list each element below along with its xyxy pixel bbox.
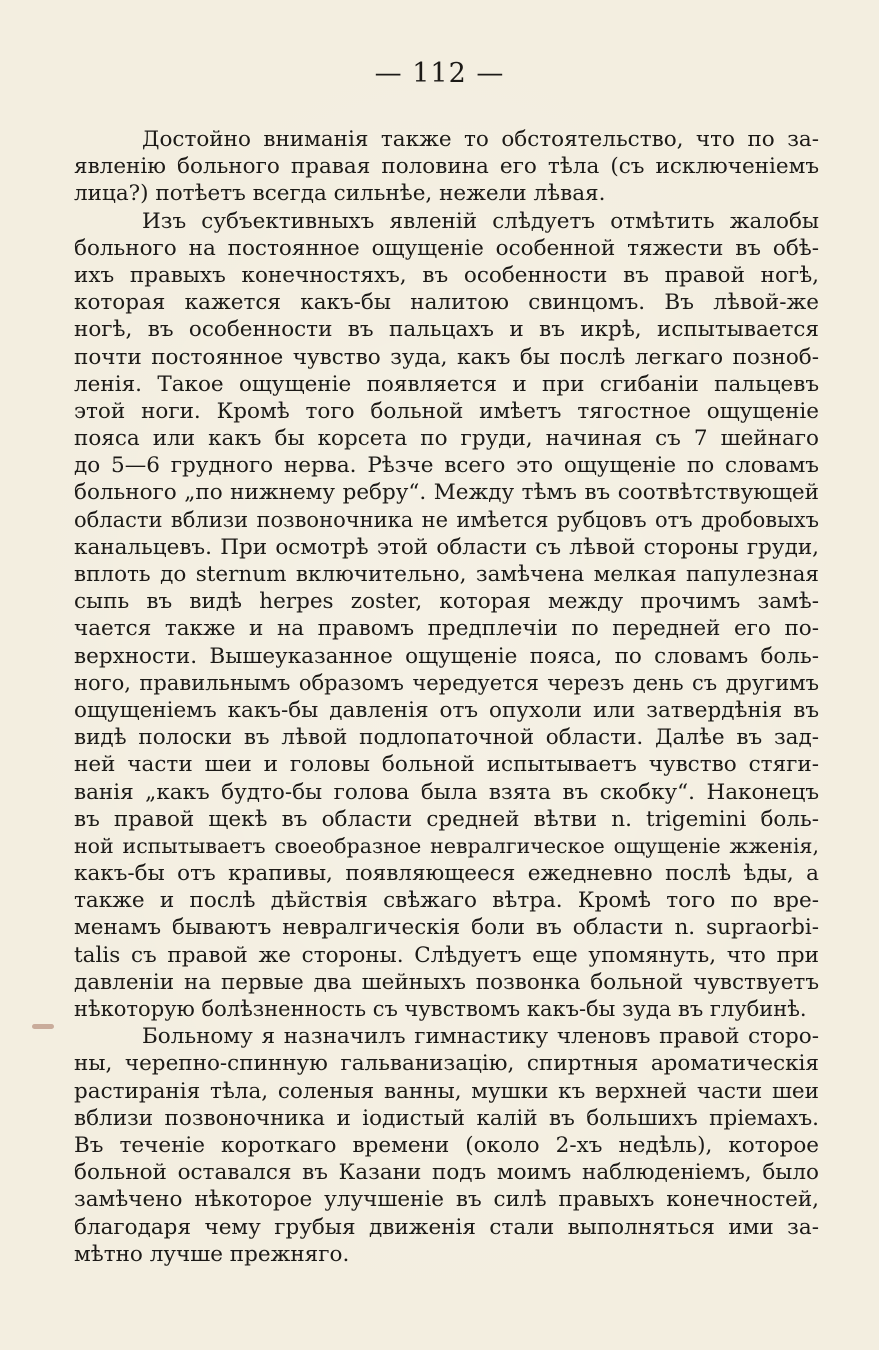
text-line: этой ноги. Кромѣ того больной имѣетъ тягостное ощущеніе xyxy=(74,398,819,424)
text-line: Въ теченіе короткаго времени (около 2-хъ недѣль), которое xyxy=(74,1132,819,1158)
text-line: которая кажется какъ-бы налитою свинцомъ. Въ лѣвой-же xyxy=(74,290,819,316)
text-line: менамъ бываютъ невралгическія боли въ области n. supraorbi- xyxy=(74,915,819,941)
text-line: ощущеніемъ какъ-бы давленія отъ опухоли или затвердѣнія въ xyxy=(74,697,819,723)
text-line: вплоть до sternum включительно, замѣчена мелкая папулезная xyxy=(74,562,819,587)
text-line: ногѣ, въ особенности въ пальцахъ и въ икрѣ, испытывается xyxy=(74,317,819,343)
text-line: давленіи на первые два шейныхъ позвонка больной чувствуетъ xyxy=(74,969,819,995)
text-line: явленію больного правая половина его тѣла (съ исключеніемъ xyxy=(74,154,819,180)
text-line: лица?) потѣетъ всегда сильнѣе, нежели лѣвая. xyxy=(74,181,606,207)
text-line: вблизи позвоночника и іодистый калій въ большихъ пріемахъ. xyxy=(74,1105,819,1131)
text-line: Изъ субъективныхъ явленій слѣдуетъ отмѣтить жалобы xyxy=(142,208,819,234)
text-line: talis съ правой же стороны. Слѣдуетъ еще упомянуть, что при xyxy=(74,942,819,968)
text-line: благодаря чему грубыя движенія стали выполняться ими за- xyxy=(74,1214,819,1240)
page-number: — 112 — xyxy=(374,58,505,89)
text-line: верхности. Вышеуказанное ощущеніе пояса, по словамъ боль- xyxy=(74,643,819,669)
text-line: до 5—6 грудного нерва. Рѣзче всего это ощущеніе по словамъ xyxy=(74,453,819,479)
text-line: замѣчено нѣкоторое улучшеніе въ силѣ правыхъ конечностей, xyxy=(74,1187,819,1213)
text-line: ны, черепно-спинную гальванизацію, спиртныя ароматическія xyxy=(74,1051,819,1077)
text-line: ной испытываетъ своеобразное невралгическое ощущеніе жженія, xyxy=(74,833,819,858)
text-line: нѣкоторую болѣзненность съ чувствомъ какъ-бы зуда въ глубинѣ. xyxy=(74,997,807,1021)
text-line: области вблизи позвоночника не имѣется рубцовъ отъ дробовыхъ xyxy=(74,507,819,532)
text-line: ного, правильнымъ образомъ чередуется черезъ день съ другимъ xyxy=(74,670,819,695)
text-line: какъ-бы отъ крапивы, появляющееся ежедневно послѣ ѣды, а xyxy=(74,861,819,887)
text-line: въ правой щекѣ въ области средней вѣтви n. trigemini боль- xyxy=(74,806,819,832)
text-line: больного „по нижнему ребру“. Между тѣмъ въ соотвѣтствующей xyxy=(74,480,819,506)
text-line: чается также и на правомъ предплечіи по передней его по- xyxy=(74,616,819,642)
text-line: больного на постоянное ощущеніе особенной тяжести въ обѣ- xyxy=(74,235,819,261)
text-line: пояса или какъ бы корсета по груди, начиная съ 7 шейнаго xyxy=(74,426,819,452)
text-line: ленія. Такое ощущеніе появляется и при сгибаніи пальцевъ xyxy=(74,371,819,397)
text-line: мѣтно лучше прежняго. xyxy=(74,1241,350,1267)
page-body-text xyxy=(74,126,819,1268)
text-line: сыпь въ видѣ herpes zoster, которая между прочимъ замѣ- xyxy=(74,589,819,615)
text-line: больной оставался въ Казани подъ моимъ наблюденіемъ, было xyxy=(74,1160,819,1186)
text-line: Достойно вниманія также то обстоятельство, что по за- xyxy=(142,127,819,152)
text-line: также и послѣ дѣйствія свѣжаго вѣтра. Кромѣ того по вре- xyxy=(74,888,819,914)
text-line: ихъ правыхъ конечностяхъ, въ особенности въ правой ногѣ, xyxy=(74,262,819,288)
text-line: канальцевъ. При осмотрѣ этой области съ лѣвой стороны груди, xyxy=(74,534,819,560)
ink-smudge xyxy=(32,1024,54,1029)
text-line: Больному я назначилъ гимнастику членовъ правой сторо- xyxy=(142,1024,819,1050)
text-line: ванія „какъ будто-бы голова была взята въ скобку“. Наконецъ xyxy=(74,779,819,805)
text-line: растиранія тѣла, соленыя ванны, мушки къ верхней части шеи xyxy=(74,1078,819,1104)
text-line: ней части шеи и головы больной испытываетъ чувство стяги- xyxy=(74,752,819,778)
text-line: почти постоянное чувство зуда, какъ бы послѣ легкаго позноб- xyxy=(74,344,819,370)
text-line: видѣ полоски въ лѣвой подлопаточной области. Далѣе въ зад- xyxy=(74,725,819,751)
